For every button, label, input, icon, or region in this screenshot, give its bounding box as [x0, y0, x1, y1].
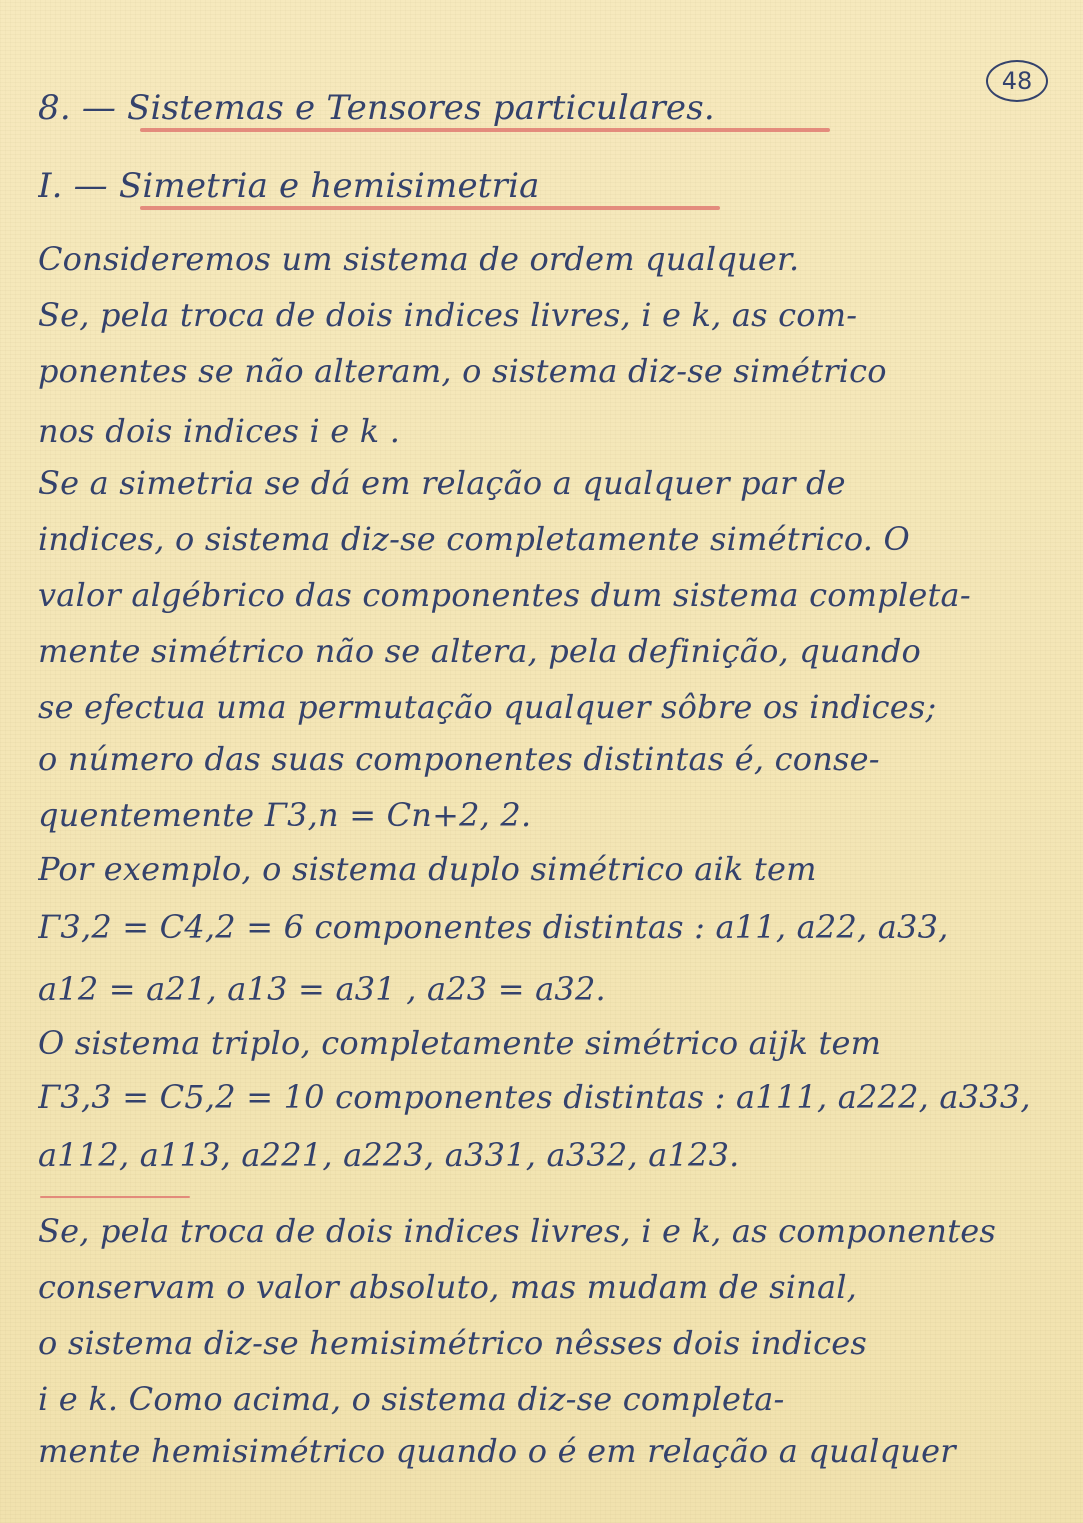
text-line: valor algébrico das componentes dum sistema completa-: [38, 576, 971, 614]
heading-red-underline: [140, 128, 830, 132]
text-line: se efectua uma permutação qualquer sôbre os indices;: [38, 688, 937, 726]
separator-red-line: [40, 1196, 190, 1198]
text-line: a12 = a21, a13 = a31 , a23 = a32.: [38, 970, 606, 1008]
text-line: Se, pela troca de dois indices livres, i e k, as com-: [38, 296, 858, 334]
text-line: ponentes se não alteram, o sistema diz-se simétrico: [38, 352, 887, 390]
text-line: quentemente Γ3,n = Cn+2, 2.: [38, 796, 532, 834]
text-line: o sistema diz-se hemisimétrico nêsses dois indices: [38, 1324, 867, 1362]
text-line: Γ3,3 = C5,2 = 10 componentes distintas : a111, a222, a333,: [38, 1078, 1031, 1116]
page-number: 48: [986, 60, 1048, 102]
text-line: nos dois indices i e k .: [38, 412, 401, 450]
text-line: Se, pela troca de dois indices livres, i e k, as componentes: [38, 1212, 997, 1250]
text-line: Γ3,2 = C4,2 = 6 componentes distintas : a11, a22, a33,: [38, 908, 949, 946]
text-line: a112, a113, a221, a223, a331, a332, a123.: [38, 1136, 740, 1174]
text-line: mente hemisimétrico quando o é em relação a qualquer: [38, 1432, 956, 1470]
text-line: i e k. Como acima, o sistema diz-se completa-: [38, 1380, 785, 1418]
text-line: indices, o sistema diz-se completamente simétrico. O: [38, 520, 910, 558]
text-line: o número das suas componentes distintas é, conse-: [38, 740, 880, 778]
text-line: mente simétrico não se altera, pela definição, quando: [38, 632, 922, 670]
text-line: conservam o valor absoluto, mas mudam de sinal,: [38, 1268, 858, 1306]
subsection-heading: I. — Simetria e hemisimetria: [38, 166, 540, 206]
text-line: Se a simetria se dá em relação a qualquer par de: [38, 464, 846, 502]
section-heading: 8. — Sistemas e Tensores particulares.: [38, 88, 715, 128]
text-line: O sistema triplo, completamente simétrico aijk tem: [38, 1024, 882, 1062]
text-line: Consideremos um sistema de ordem qualquer.: [38, 240, 800, 278]
subheading-red-underline: [140, 206, 720, 210]
text-line: Por exemplo, o sistema duplo simétrico aik tem: [38, 850, 817, 888]
